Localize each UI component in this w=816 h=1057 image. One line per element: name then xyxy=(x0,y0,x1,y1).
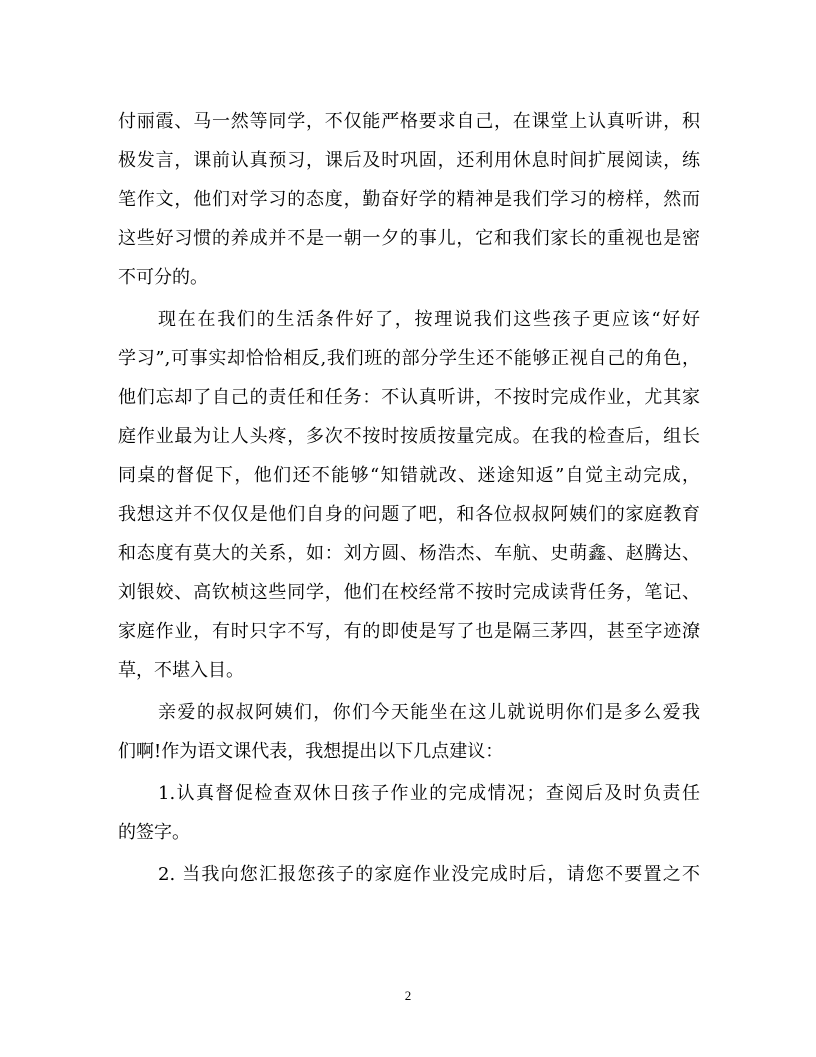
text-line: 不可分的。 xyxy=(118,267,208,288)
text-line: 刘银姣、高钦桢这些同学，他们在校经常不按时完成读背任务，笔记、 xyxy=(118,582,700,603)
text-line: 亲爱的叔叔阿姨们，你们今天能坐在这儿就说明你们是多么爱我 xyxy=(158,702,700,723)
text-line: 的签字。 xyxy=(118,822,190,843)
text-line: 我想这并不仅仅是他们自身的问题了吧，和各位叔叔阿姨们的家庭教育 xyxy=(118,504,700,525)
text-line: 极发言，课前认真预习，课后及时巩固，还利用休息时间扩展阅读，练 xyxy=(118,150,700,171)
text-line: 付丽霞、马一然等同学，不仅能严格要求自己，在课堂上认真听讲，积 xyxy=(118,111,700,132)
text-line: 1.认真督促检查双休日孩子作业的完成情况；查阅后及时负责任 xyxy=(158,783,700,804)
text-line: 草，不堪入目。 xyxy=(118,660,244,681)
paragraph-4 xyxy=(118,774,700,852)
text-line: 他们忘却了自己的责任和任务：不认真听讲，不按时完成作业，尤其家 xyxy=(118,387,700,408)
text-line: 现在在我们的生活条件好了，按理说我们这些孩子更应该“好好 xyxy=(158,309,700,330)
text-line: 学习”,可事实却恰恰相反,我们班的部分学生还不能够正视自己的角色， xyxy=(118,348,700,369)
text-line: 们啊!作为语文课代表，我想提出以下几点建议： xyxy=(118,741,504,762)
paragraph-1 xyxy=(118,102,700,297)
page-number: 2 xyxy=(404,988,412,1003)
paragraph-3 xyxy=(118,693,700,771)
paragraph-2 xyxy=(118,300,700,690)
text-line: 同桌的督促下，他们还不能够“知错就改、迷途知返”自觉主动完成， xyxy=(118,465,700,486)
text-line: 家庭作业，有时只字不写，有的即使是写了也是隔三茅四，甚至字迹潦 xyxy=(118,621,700,642)
text-line: 庭作业最为让人头疼，多次不按时按质按量完成。在我的检查后，组长 xyxy=(118,426,700,447)
text-line: 和态度有莫大的关系，如：刘方圆、杨浩杰、车航、史萌鑫、赵腾达、 xyxy=(118,543,700,564)
paragraph-5 xyxy=(118,855,700,894)
text-line: 这些好习惯的养成并不是一朝一夕的事儿，它和我们家长的重视也是密 xyxy=(118,228,700,249)
text-line: 2. 当我向您汇报您孩子的家庭作业没完成时后，请您不要置之不 xyxy=(158,864,700,885)
text-line: 笔作文，他们对学习的态度，勤奋好学的精神是我们学习的榜样，然而 xyxy=(118,189,700,210)
body-text xyxy=(118,102,700,894)
